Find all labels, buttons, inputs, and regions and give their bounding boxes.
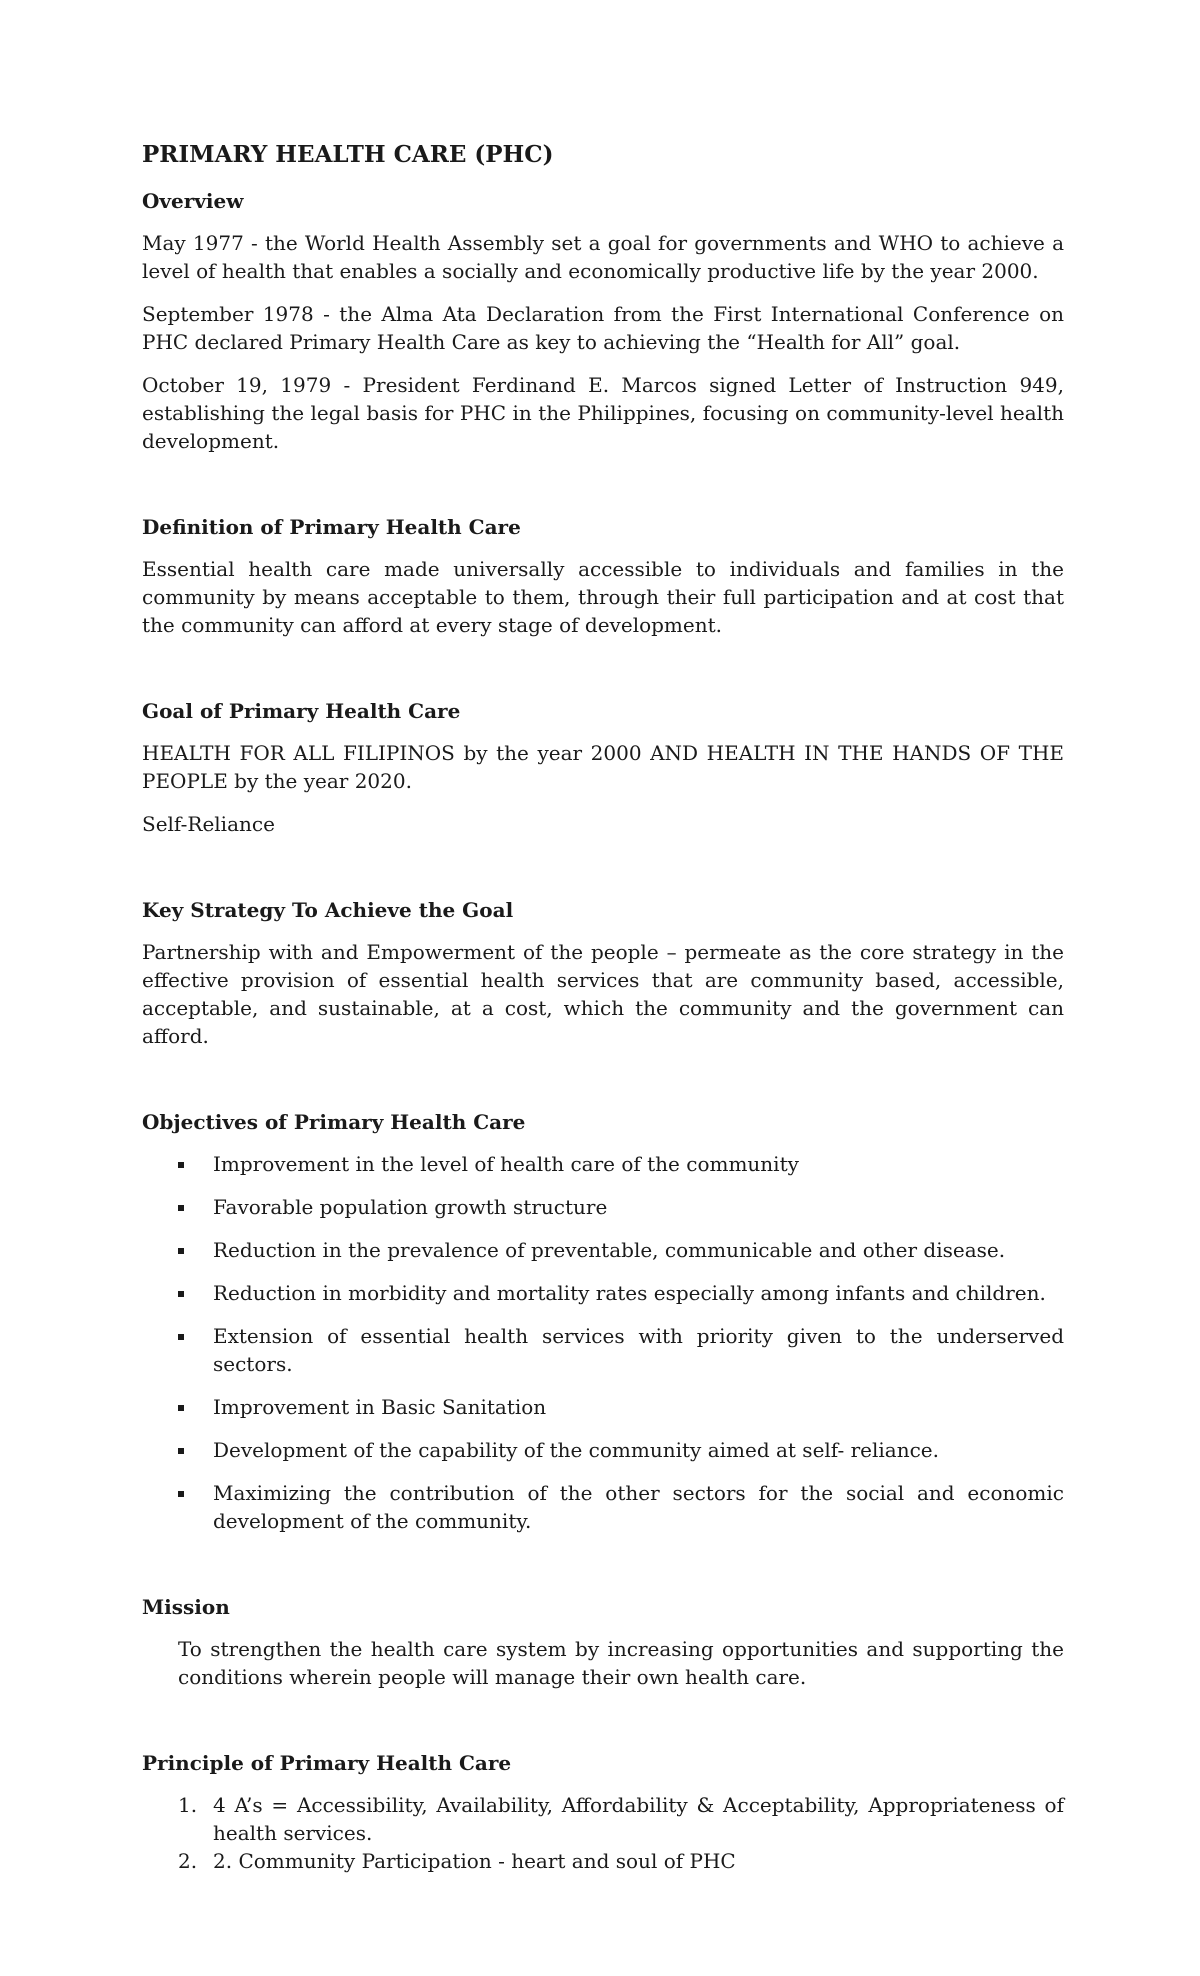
section-spacer	[142, 1550, 1064, 1594]
bullet-icon	[178, 1448, 184, 1454]
overview-heading: Overview	[142, 189, 244, 213]
bullet-icon	[178, 1334, 184, 1340]
list-item	[142, 1479, 1064, 1535]
mission-text: To strengthen the health care system by increasing opportunities and supporting the conditions wherein people will manage their own health care.	[178, 1637, 1064, 1689]
goal-heading: Goal of Primary Health Care	[142, 699, 461, 723]
section-spacer	[142, 1706, 1064, 1750]
list-item	[142, 1279, 1064, 1307]
list-item-text: Extension of essential health services with priority given to the underserved sectors.	[213, 1324, 1064, 1376]
mission-section	[142, 1594, 1064, 1691]
overview-section	[142, 188, 1064, 455]
definition-heading: Definition of Primary Health Care	[142, 515, 521, 539]
bullet-icon	[178, 1491, 184, 1497]
list-item-text: Development of the capability of the community aimed at self- reliance.	[213, 1438, 939, 1462]
list-item	[142, 1436, 1064, 1464]
list-item	[142, 1393, 1064, 1421]
strategy-text: Partnership with and Empowerment of the people – permeate as the core strategy in the effective provision of essential health services that are community based, accessible, acceptable, and sustainable, at a cost, which the community and the government can afford.	[142, 940, 1064, 1048]
list-item-text: 2. Community Participation - heart and soul of PHC	[213, 1849, 736, 1873]
list-item	[142, 1322, 1064, 1378]
bullet-icon	[178, 1205, 184, 1211]
section-spacer	[142, 1065, 1064, 1109]
list-item-text: Reduction in morbidity and mortality rates especially among infants and children.	[213, 1281, 1046, 1305]
list-item	[142, 1150, 1064, 1178]
principle-list	[142, 1791, 1064, 1875]
bullet-icon	[178, 1248, 184, 1254]
section-spacer	[142, 654, 1064, 698]
list-number: 1.	[178, 1793, 198, 1817]
mission-heading: Mission	[142, 1595, 230, 1619]
list-number: 2.	[178, 1849, 198, 1873]
objectives-section	[142, 1109, 1064, 1535]
goal-section	[142, 698, 1064, 838]
objectives-heading: Objectives of Primary Health Care	[142, 1110, 526, 1134]
list-item	[142, 1847, 1064, 1875]
principle-heading: Principle of Primary Health Care	[142, 1751, 512, 1775]
section-spacer	[142, 470, 1064, 514]
goal-text: HEALTH FOR ALL FILIPINOS by the year 2000 AND HEALTH IN THE HANDS OF THE PEOPLE by the year 2020.	[142, 741, 1064, 793]
strategy-section	[142, 897, 1064, 1050]
principle-section	[142, 1750, 1064, 1875]
overview-paragraph: May 1977 - the World Health Assembly set a goal for governments and WHO to achieve a level of health that enables a socially and economically productive life by the year 2000.	[142, 231, 1064, 283]
list-item-text: Improvement in Basic Sanitation	[213, 1395, 547, 1419]
document-page	[142, 140, 1064, 1875]
list-item	[142, 1236, 1064, 1264]
definition-section	[142, 514, 1064, 639]
list-item-text: Reduction in the prevalence of preventable, communicable and other disease.	[213, 1238, 1006, 1262]
section-spacer	[142, 853, 1064, 897]
document-title: PRIMARY HEALTH CARE (PHC)	[142, 141, 554, 168]
goal-subtext: Self-Reliance	[142, 812, 275, 836]
overview-paragraph: October 19, 1979 - President Ferdinand E. Marcos signed Letter of Instruction 949, establishing the legal basis for PHC in the Philippines, focusing on community-level health development.	[142, 373, 1064, 453]
bullet-icon	[178, 1162, 184, 1168]
list-item	[142, 1791, 1064, 1847]
overview-paragraph: September 1978 - the Alma Ata Declaration from the First International Conference on PHC declared Primary Health Care as key to achieving the “Health for All” goal.	[142, 302, 1064, 354]
list-item-text: Maximizing the contribution of the other sectors for the social and economic development of the community.	[213, 1481, 1064, 1533]
strategy-heading: Key Strategy To Achieve the Goal	[142, 898, 514, 922]
list-item-text: 4 A’s = Accessibility, Availability, Affordability & Acceptability, Appropriateness of health services.	[213, 1793, 1064, 1845]
list-item	[142, 1193, 1064, 1221]
bullet-icon	[178, 1405, 184, 1411]
bullet-icon	[178, 1291, 184, 1297]
list-item-text: Improvement in the level of health care of the community	[213, 1152, 799, 1176]
definition-text: Essential health care made universally accessible to individuals and families in the community by means acceptable to them, through their full participation and at cost that the community can afford at every stage of development.	[142, 557, 1064, 637]
objectives-list	[142, 1150, 1064, 1535]
list-item-text: Favorable population growth structure	[213, 1195, 608, 1219]
